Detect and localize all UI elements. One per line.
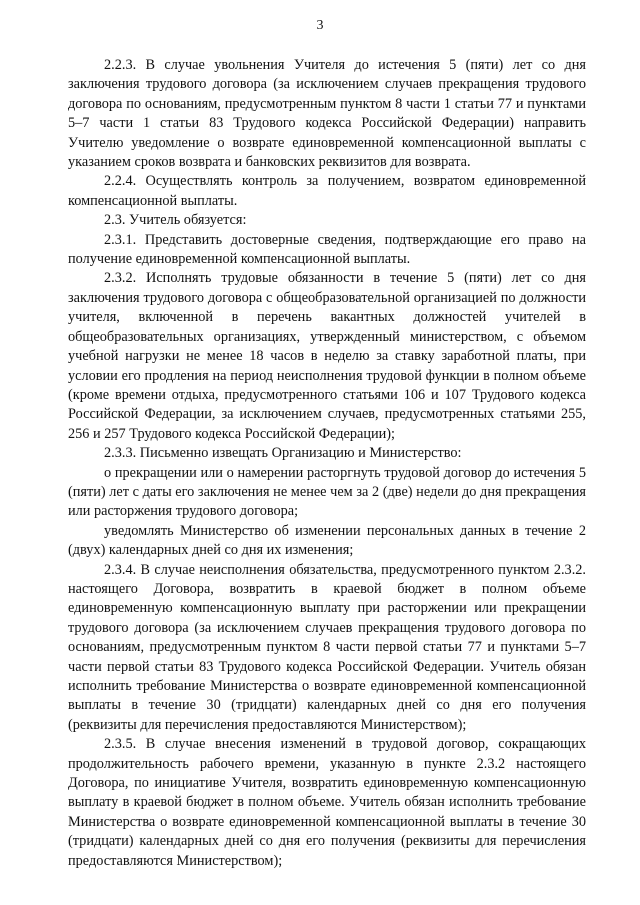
paragraph-2-2-3: 2.2.3. В случае увольнения Учителя до истечения 5 (пяти) лет со дня заключения трудового договора (за исключением случаев прекращения трудового договора по основаниям, предусмотренным пунктом 8 части 1 статьи 77 и пунктами 5–7 части 1 статьи 83 Трудового кодекса Российской Федерации) направить Учителю уведомление о возврате единовременной компенсационной выплаты с указанием сроков возврата и банковских реквизитов для возврата. — [68, 57, 586, 171]
paragraph-2-3-3: 2.3.3. Письменно извещать Организацию и Министерство: — [104, 445, 462, 462]
paragraph-2-3-2: 2.3.2. Исполнять трудовые обязанности в течение 5 (пяти) лет со дня заключения трудового договора с общеобразовательной организацией по должности учителя, включенной в перечень вакантных должностей учителей в общеобразовательных организациях, утвержденный министерством, с объемом учебной нагрузки не менее 18 часов в неделю за ставку заработной платы, при условии его продления на период неисполнения трудовой функции в полном объеме (кроме времени отдыха, предусмотренного статьями 106 и 107 Трудового кодекса Российской Федерации, за исключением случаев, предусмотренных статьями 255, 256 и 257 Трудового кодекса Российской Федерации); — [68, 270, 586, 442]
page-number: 3 — [316, 18, 324, 33]
paragraph-2-3: 2.3. Учитель обязуется: — [104, 212, 247, 229]
paragraph-2-3-4: 2.3.4. В случае неисполнения обязательства, предусмотренного пунктом 2.3.2. настоящего Договора, возвратить в краевой бюджет в полном объеме единовременную компенсационную выплату при расторжении или прекращении трудового договора (за исключением случаев прекращения трудового договора по основаниям, предусмотренным пунктом 8 части первой статьи 77 и пунктами 5–7 части первой статьи 83 Трудового кодекса Российской Федерации. Учитель обязан исполнить требование Министерства о возврате единовременной компенсационной выплаты в течение 30 (тридцати) календарных дней со дня его получения (реквизиты для перечисления предоставляются Министерством); — [68, 561, 586, 733]
paragraph-termination-notice: о прекращении или о намерении расторгнуть трудовой договор до истечения 5 (пяти) лет с даты его заключения не менее чем за 2 (две) недели до дня прекращения или расторжения трудового договора; — [68, 464, 586, 520]
document-body — [68, 56, 586, 871]
paragraph-personal-data-notice: уведомлять Министерство об изменении персональных данных в течение 2 (двух) календарных дней со дня их изменения; — [68, 522, 586, 559]
paragraph-2-3-1: 2.3.1. Представить достоверные сведения, подтверждающие его право на получение единовременной компенсационной выплаты. — [68, 231, 586, 268]
paragraph-2-3-5: 2.3.5. В случае внесения изменений в трудовой договор, сокращающих продолжительность рабочего времени, указанную в пункте 2.3.2 настоящего Договора, по инициативе Учителя, возвратить единовременную компенсационную выплату в краевой бюджет в полном объеме. Учитель обязан исполнить требование Министерства о возврате единовременной компенсационной выплаты в течение 30 (тридцати) календарных дней со дня его получения (реквизиты для перечисления предоставляются Министерством); — [68, 736, 586, 869]
paragraph-2-2-4: 2.2.4. Осуществлять контроль за получением, возвратом единовременной компенсационной выплаты. — [68, 173, 586, 209]
